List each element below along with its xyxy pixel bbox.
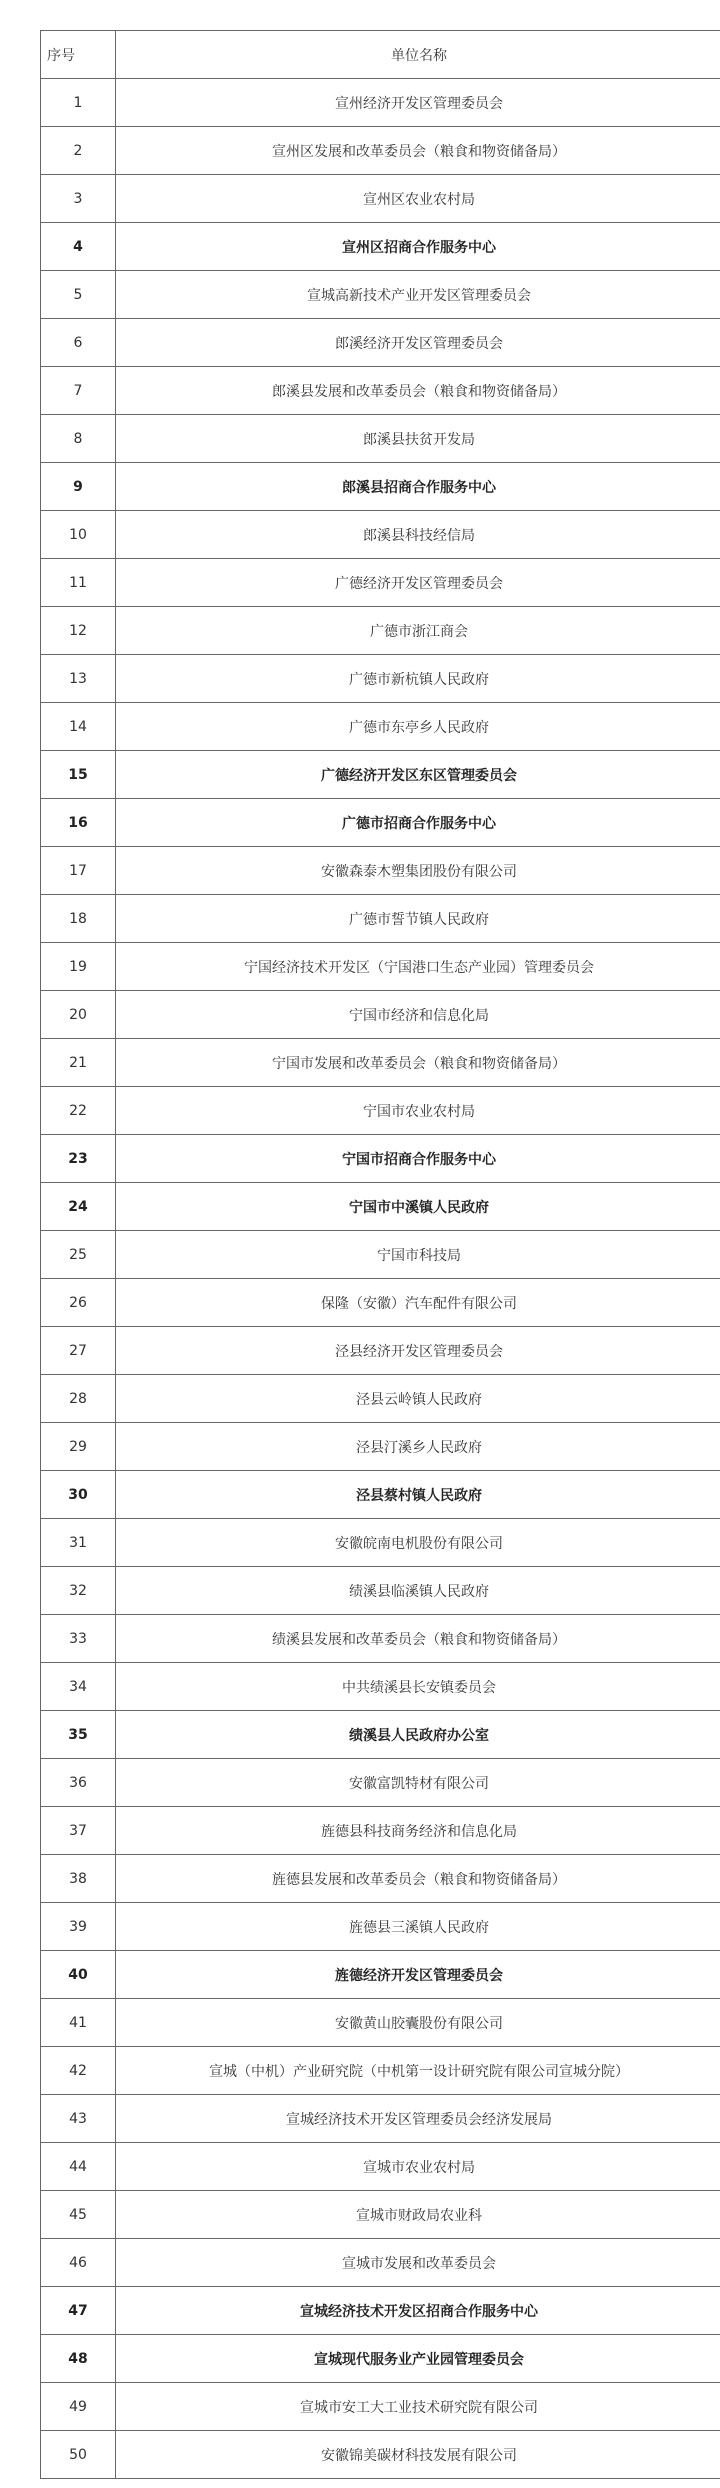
row-unit-name: 宁国市发展和改革委员会（粮食和物资储备局）: [116, 1039, 720, 1087]
row-unit-name: 泾县汀溪乡人民政府: [116, 1423, 720, 1471]
row-index: 2: [41, 127, 116, 175]
row-index: 19: [41, 943, 116, 991]
row-index: 20: [41, 991, 116, 1039]
row-index: 34: [41, 1663, 116, 1711]
table-row: [41, 2431, 720, 2479]
row-unit-name: 宁国市中溪镇人民政府: [116, 1183, 720, 1231]
row-index: 26: [41, 1279, 116, 1327]
table-row: [41, 1951, 720, 1999]
row-index: 27: [41, 1327, 116, 1375]
table-row: [41, 1183, 720, 1231]
table-row: [41, 1327, 720, 1375]
table-row: [41, 799, 720, 847]
table-body: [41, 79, 720, 2479]
row-index: 41: [41, 1999, 116, 2047]
row-unit-name: 宣州区发展和改革委员会（粮食和物资储备局）: [116, 127, 720, 175]
row-unit-name: 宁国市招商合作服务中心: [116, 1135, 720, 1183]
row-index: 40: [41, 1951, 116, 1999]
row-index: 14: [41, 703, 116, 751]
table-row: [41, 2191, 720, 2239]
table-row: [41, 1807, 720, 1855]
row-unit-name: 郎溪县发展和改革委员会（粮食和物资储备局）: [116, 367, 720, 415]
row-index: 24: [41, 1183, 116, 1231]
row-unit-name: 宣州经济开发区管理委员会: [116, 79, 720, 127]
table-row: [41, 1567, 720, 1615]
table-header-row: [41, 31, 720, 79]
row-unit-name: 郎溪县扶贫开发局: [116, 415, 720, 463]
row-index: 49: [41, 2383, 116, 2431]
row-unit-name: 郎溪县科技经信局: [116, 511, 720, 559]
table-row: [41, 847, 720, 895]
row-unit-name: 广德市誓节镇人民政府: [116, 895, 720, 943]
row-index: 9: [41, 463, 116, 511]
table-row: [41, 175, 720, 223]
row-index: 1: [41, 79, 116, 127]
row-unit-name: 旌德县科技商务经济和信息化局: [116, 1807, 720, 1855]
row-unit-name: 宣城经济技术开发区管理委员会经济发展局: [116, 2095, 720, 2143]
row-index: 48: [41, 2335, 116, 2383]
row-index: 13: [41, 655, 116, 703]
table-row: [41, 559, 720, 607]
table-row: [41, 1279, 720, 1327]
row-index: 16: [41, 799, 116, 847]
row-unit-name: 绩溪县人民政府办公室: [116, 1711, 720, 1759]
row-unit-name: 广德经济开发区管理委员会: [116, 559, 720, 607]
table-row: [41, 367, 720, 415]
row-index: 28: [41, 1375, 116, 1423]
table-row: [41, 319, 720, 367]
row-unit-name: 宁国市经济和信息化局: [116, 991, 720, 1039]
table-row: [41, 655, 720, 703]
table-row: [41, 703, 720, 751]
table-row: [41, 1855, 720, 1903]
row-unit-name: 安徽森泰木塑集团股份有限公司: [116, 847, 720, 895]
row-index: 10: [41, 511, 116, 559]
row-index: 11: [41, 559, 116, 607]
row-unit-name: 安徽黄山胶囊股份有限公司: [116, 1999, 720, 2047]
table-row: [41, 991, 720, 1039]
row-index: 31: [41, 1519, 116, 1567]
table-row: [41, 2383, 720, 2431]
table-row: [41, 1039, 720, 1087]
table-row: [41, 1375, 720, 1423]
table-row: [41, 223, 720, 271]
row-index: 7: [41, 367, 116, 415]
table-row: [41, 1231, 720, 1279]
row-unit-name: 宣城经济技术开发区招商合作服务中心: [116, 2287, 720, 2335]
row-index: 22: [41, 1087, 116, 1135]
row-unit-name: 广德市浙江商会: [116, 607, 720, 655]
row-unit-name: 宣城（中机）产业研究院（中机第一设计研究院有限公司宣城分院）: [116, 2047, 720, 2095]
row-unit-name: 宁国市科技局: [116, 1231, 720, 1279]
table-row: [41, 79, 720, 127]
row-unit-name: 旌德县三溪镇人民政府: [116, 1903, 720, 1951]
row-index: 44: [41, 2143, 116, 2191]
row-unit-name: 郎溪经济开发区管理委员会: [116, 319, 720, 367]
table-row: [41, 943, 720, 991]
row-unit-name: 安徽皖南电机股份有限公司: [116, 1519, 720, 1567]
table-row: [41, 607, 720, 655]
row-index: 36: [41, 1759, 116, 1807]
document-page: [40, 30, 720, 2479]
table-row: [41, 2239, 720, 2287]
row-index: 23: [41, 1135, 116, 1183]
row-index: 29: [41, 1423, 116, 1471]
row-index: 21: [41, 1039, 116, 1087]
row-index: 43: [41, 2095, 116, 2143]
row-index: 15: [41, 751, 116, 799]
table-row: [41, 1423, 720, 1471]
table-row: [41, 1999, 720, 2047]
row-index: 33: [41, 1615, 116, 1663]
row-unit-name: 泾县云岭镇人民政府: [116, 1375, 720, 1423]
row-index: 45: [41, 2191, 116, 2239]
row-unit-name: 广德市东亭乡人民政府: [116, 703, 720, 751]
table-row: [41, 271, 720, 319]
table-row: [41, 1471, 720, 1519]
table-row: [41, 463, 720, 511]
row-index: 50: [41, 2431, 116, 2479]
unit-list-table: [40, 30, 720, 2479]
table-row: [41, 1135, 720, 1183]
row-unit-name: 郎溪县招商合作服务中心: [116, 463, 720, 511]
row-unit-name: 宣城高新技术产业开发区管理委员会: [116, 271, 720, 319]
row-unit-name: 旌德经济开发区管理委员会: [116, 1951, 720, 1999]
row-unit-name: 广德市招商合作服务中心: [116, 799, 720, 847]
row-unit-name: 宣州区农业农村局: [116, 175, 720, 223]
row-index: 4: [41, 223, 116, 271]
row-index: 3: [41, 175, 116, 223]
table-row: [41, 751, 720, 799]
row-unit-name: 旌德县发展和改革委员会（粮食和物资储备局）: [116, 1855, 720, 1903]
row-index: 46: [41, 2239, 116, 2287]
row-unit-name: 宁国经济技术开发区（宁国港口生态产业园）管理委员会: [116, 943, 720, 991]
row-unit-name: 宁国市农业农村局: [116, 1087, 720, 1135]
row-index: 25: [41, 1231, 116, 1279]
row-unit-name: 绩溪县临溪镇人民政府: [116, 1567, 720, 1615]
row-unit-name: 宣城市安工大工业技术研究院有限公司: [116, 2383, 720, 2431]
row-unit-name: 泾县经济开发区管理委员会: [116, 1327, 720, 1375]
row-unit-name: 广德经济开发区东区管理委员会: [116, 751, 720, 799]
row-index: 37: [41, 1807, 116, 1855]
row-index: 8: [41, 415, 116, 463]
table-row: [41, 1711, 720, 1759]
table-row: [41, 511, 720, 559]
table-row: [41, 127, 720, 175]
row-unit-name: 宣城市财政局农业科: [116, 2191, 720, 2239]
table-row: [41, 1759, 720, 1807]
row-index: 32: [41, 1567, 116, 1615]
row-unit-name: 中共绩溪县长安镇委员会: [116, 1663, 720, 1711]
row-index: 30: [41, 1471, 116, 1519]
table-row: [41, 2143, 720, 2191]
table-row: [41, 895, 720, 943]
table-row: [41, 415, 720, 463]
row-unit-name: 保隆（安徽）汽车配件有限公司: [116, 1279, 720, 1327]
row-unit-name: 安徽锦美碳材科技发展有限公司: [116, 2431, 720, 2479]
row-index: 6: [41, 319, 116, 367]
row-index: 17: [41, 847, 116, 895]
row-unit-name: 泾县蔡村镇人民政府: [116, 1471, 720, 1519]
row-unit-name: 安徽富凯特材有限公司: [116, 1759, 720, 1807]
row-index: 38: [41, 1855, 116, 1903]
row-index: 47: [41, 2287, 116, 2335]
table-row: [41, 1663, 720, 1711]
table-row: [41, 1903, 720, 1951]
table-row: [41, 2287, 720, 2335]
row-index: 5: [41, 271, 116, 319]
table-row: [41, 1519, 720, 1567]
header-name: 单位名称: [116, 31, 720, 79]
table-row: [41, 2095, 720, 2143]
table-row: [41, 1087, 720, 1135]
row-unit-name: 宣城市农业农村局: [116, 2143, 720, 2191]
table-row: [41, 2047, 720, 2095]
row-unit-name: 宣城市发展和改革委员会: [116, 2239, 720, 2287]
row-index: 42: [41, 2047, 116, 2095]
row-index: 18: [41, 895, 116, 943]
row-index: 35: [41, 1711, 116, 1759]
row-index: 39: [41, 1903, 116, 1951]
row-index: 12: [41, 607, 116, 655]
table-row: [41, 1615, 720, 1663]
row-unit-name: 绩溪县发展和改革委员会（粮食和物资储备局）: [116, 1615, 720, 1663]
row-unit-name: 广德市新杭镇人民政府: [116, 655, 720, 703]
table-row: [41, 2335, 720, 2383]
row-unit-name: 宣州区招商合作服务中心: [116, 223, 720, 271]
row-unit-name: 宣城现代服务业产业园管理委员会: [116, 2335, 720, 2383]
header-index: 序号: [41, 31, 116, 79]
